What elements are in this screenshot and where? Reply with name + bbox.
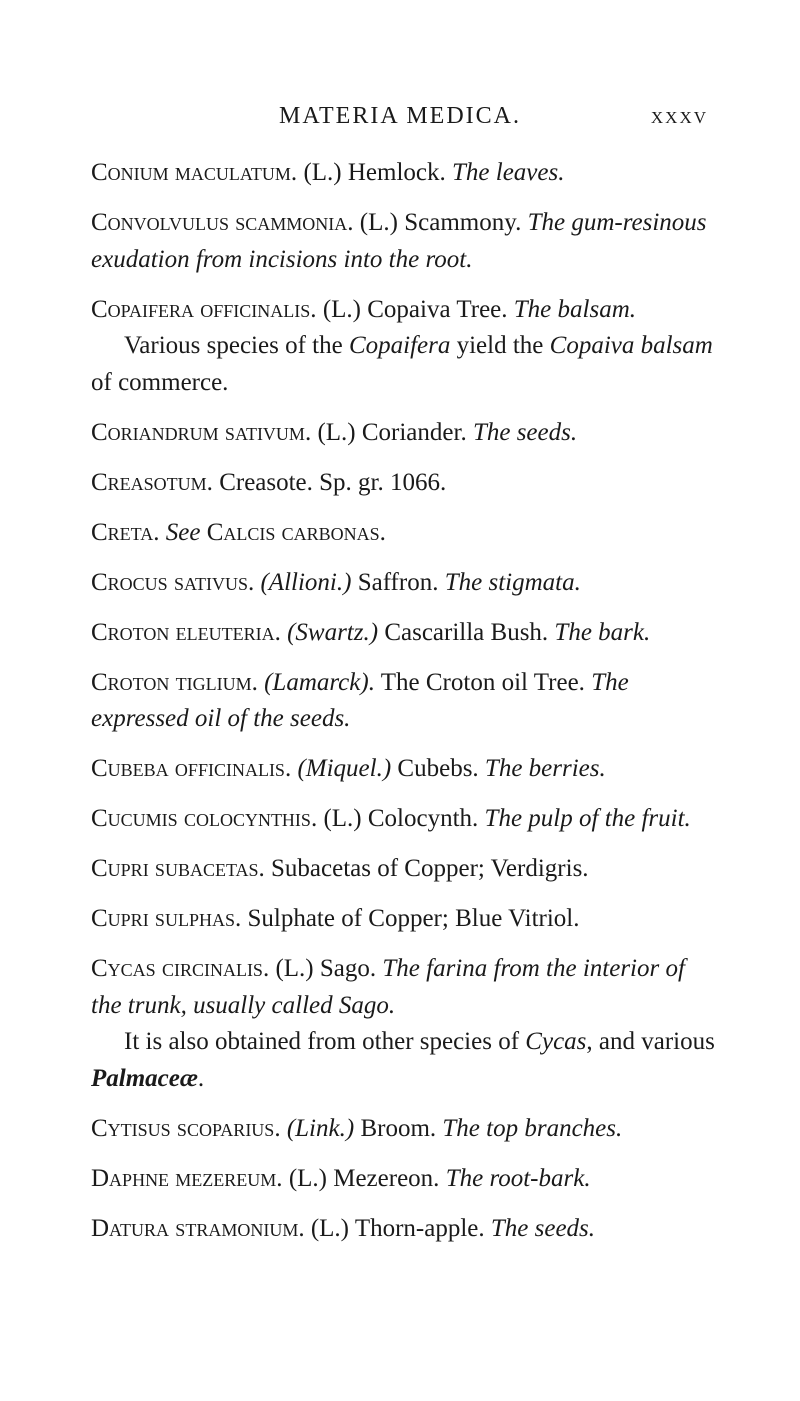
- common-name: The Croton oil Tree.: [380, 668, 585, 696]
- drug-name: Croton eleuteria.: [91, 618, 281, 646]
- running-title: MATERIA MEDICA.: [278, 103, 521, 129]
- drug-name: Croton tiglium.: [91, 668, 258, 696]
- common-name: Coriander.: [361, 418, 467, 446]
- list-item: [91, 951, 716, 1024]
- authority: (L.): [303, 159, 342, 186]
- part-used: The stigmata.: [444, 568, 581, 596]
- part-used: The bark.: [554, 618, 651, 646]
- list-item: [91, 1161, 716, 1198]
- list-item: [91, 1111, 716, 1148]
- list-item: [91, 465, 716, 502]
- authority: (L.): [288, 1164, 327, 1192]
- common-name: Mezereon.: [333, 1164, 440, 1192]
- note-italic: Cycas: [525, 1028, 587, 1055]
- part-used: The seeds.: [472, 418, 578, 446]
- common-name: Thorn-apple.: [354, 1214, 485, 1242]
- note-paragraph: [91, 1024, 716, 1097]
- drug-name: Convolvulus scammonia.: [91, 209, 354, 236]
- authority: (Miquel.): [297, 755, 392, 782]
- drug-name: Cucumis colocynthis.: [91, 805, 318, 832]
- common-name: Creasote. Sp. gr. 1066.: [219, 468, 447, 496]
- authority: (L.): [322, 295, 361, 323]
- see-reference: See: [165, 518, 201, 546]
- running-header: [0, 103, 800, 139]
- drug-name: Coriandrum sativum.: [91, 418, 312, 446]
- list-item: [91, 1211, 716, 1248]
- list-item: [91, 665, 716, 738]
- common-name: Subacetas of Copper; Verdigris.: [271, 855, 589, 882]
- list-item: [91, 205, 716, 278]
- authority: (Link.): [286, 1114, 355, 1142]
- drug-name: Cytisus scoparius.: [91, 1114, 281, 1142]
- common-name: Cascarilla Bush.: [384, 618, 549, 646]
- part-used: The expressed oil of the seeds.: [91, 668, 629, 732]
- drug-name: Cycas circinalis.: [91, 955, 270, 982]
- note-text: Various species of the: [124, 332, 343, 359]
- common-name: Saffron.: [357, 568, 439, 596]
- drug-name: Daphne mezereum.: [91, 1164, 283, 1192]
- drug-name: Crocus sativus.: [91, 568, 255, 596]
- part-used: The balsam.: [513, 295, 636, 323]
- part-used: The gum-resinous exudation from incisions into the root.: [91, 209, 707, 273]
- common-name: Cubebs.: [397, 755, 479, 782]
- cross-reference: Calcis carbonas.: [206, 518, 386, 546]
- part-used: The berries.: [484, 755, 606, 782]
- common-name: Scammony.: [404, 209, 522, 236]
- authority: (L.): [275, 955, 314, 982]
- common-name: Colocynth.: [367, 805, 479, 832]
- drug-name: Cupri subacetas.: [91, 855, 265, 882]
- note-text: yield the: [456, 332, 544, 359]
- list-item: [91, 565, 716, 602]
- drug-name: Conium maculatum.: [91, 159, 298, 186]
- note-text: , and various: [586, 1028, 715, 1055]
- note-text: .: [197, 1064, 205, 1092]
- common-name: Hemlock.: [347, 159, 446, 186]
- list-item: [91, 901, 716, 938]
- drug-name: Cupri sulphas.: [91, 905, 242, 932]
- authority: (L.): [310, 1214, 349, 1242]
- list-item: [91, 515, 716, 552]
- authority: (L.): [323, 805, 362, 832]
- entry-list: [91, 155, 716, 1261]
- note-italic: Palmaceæ: [91, 1064, 198, 1092]
- note-italic: Copaifera: [348, 332, 451, 359]
- drug-name: Creasotum.: [91, 468, 213, 496]
- authority: (Allioni.): [260, 568, 352, 596]
- common-name: Copaiva Tree.: [367, 295, 508, 323]
- list-item: [91, 155, 716, 192]
- authority: (Lamarck).: [264, 668, 375, 696]
- note-text: It is also obtained from other species of: [124, 1028, 520, 1055]
- part-used: The leaves.: [452, 159, 565, 186]
- list-item: [91, 751, 716, 788]
- list-item: [91, 801, 716, 838]
- page-number: xxxv: [650, 103, 708, 129]
- note-paragraph: [91, 328, 716, 401]
- drug-name: Cubeba officinalis.: [91, 755, 292, 782]
- authority: (L.): [317, 418, 356, 446]
- note-italic: Copaiva balsam: [549, 332, 713, 359]
- part-used: The pulp of the fruit.: [484, 805, 691, 832]
- authority: (Swartz.): [287, 618, 379, 646]
- list-item: [91, 851, 716, 888]
- part-used: The root-bark.: [445, 1164, 591, 1192]
- common-name: Sulphate of Copper; Blue Vitriol.: [247, 905, 580, 932]
- note-text: of commerce.: [91, 368, 229, 396]
- authority: (L.): [359, 209, 398, 236]
- part-used: The top branches.: [442, 1114, 623, 1142]
- list-item: [91, 292, 716, 329]
- part-used: The farina from the interior of the trunk, usually called Sago.: [91, 955, 685, 1019]
- common-name: Broom.: [360, 1114, 437, 1142]
- list-item: [91, 415, 716, 452]
- drug-name: Datura stramonium.: [91, 1214, 305, 1242]
- part-used: The seeds.: [490, 1214, 596, 1242]
- drug-name: Copaifera officinalis.: [91, 295, 317, 323]
- common-name: Sago.: [319, 955, 377, 982]
- drug-name: Creta.: [91, 518, 160, 546]
- list-item: [91, 615, 716, 652]
